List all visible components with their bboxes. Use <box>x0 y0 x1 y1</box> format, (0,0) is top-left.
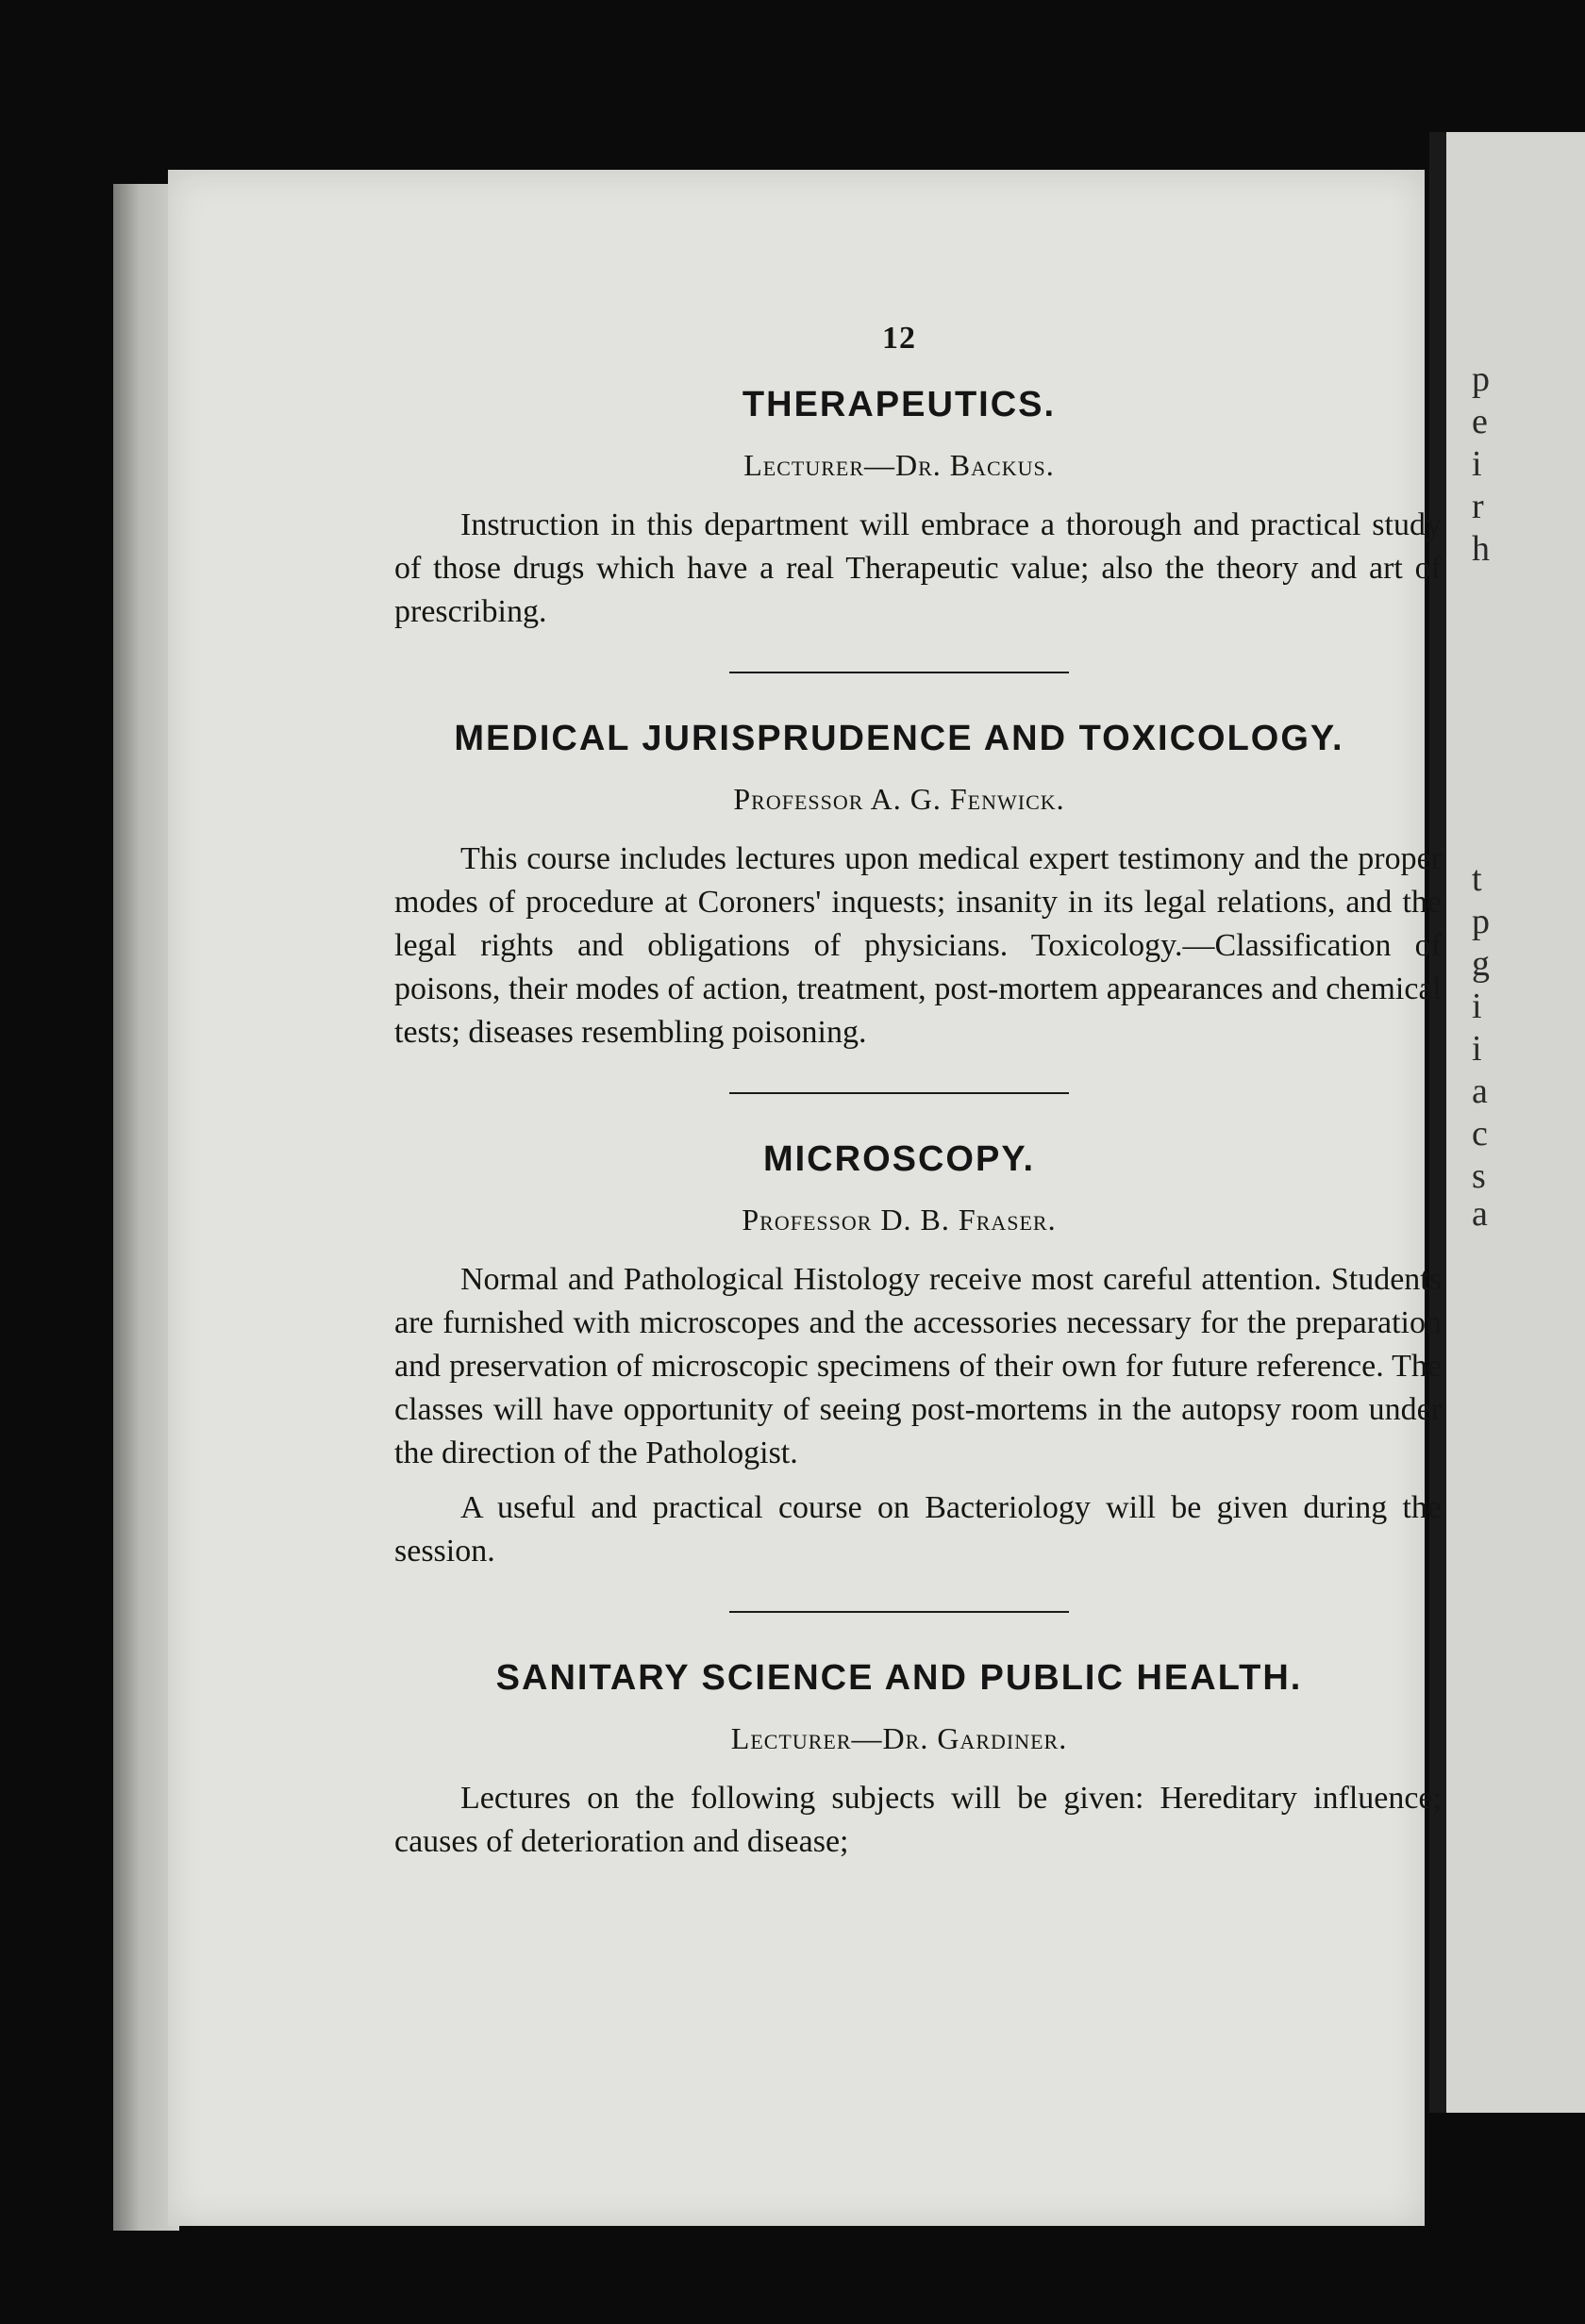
section-divider <box>729 1611 1069 1613</box>
facing-page-text <box>1462 0 1585 2324</box>
section-therapeutics <box>347 385 1451 634</box>
section-paragraph: Instruction in this department will embrace a thorough and practical study of those drugs which have a real Therapeutic value; also the theory and art of prescribing. <box>394 507 1442 629</box>
facing-fragment: c <box>1472 1114 1488 1154</box>
section-divider <box>729 1092 1069 1094</box>
facing-fragment: i <box>1472 444 1482 484</box>
section-divider <box>729 672 1069 673</box>
facing-fragment: p <box>1472 359 1490 399</box>
facing-fragment: r <box>1472 487 1484 526</box>
section-heading: MEDICAL JURISPRUDENCE AND TOXICOLOGY. <box>454 719 1344 758</box>
page-number: 12 <box>882 321 916 356</box>
section-sanitary-science <box>347 1658 1451 1864</box>
facing-fragment: s <box>1472 1156 1486 1196</box>
document-page <box>168 170 1442 2226</box>
facing-fragment: a <box>1472 1194 1488 1234</box>
section-heading: MICROSCOPY. <box>762 1139 1036 1179</box>
section-byline: Professor D. B. Fraser. <box>742 1203 1057 1237</box>
section-heading: THERAPEUTICS. <box>742 385 1057 424</box>
section-heading: SANITARY SCIENCE AND PUBLIC HEALTH. <box>495 1658 1303 1698</box>
facing-fragment: a <box>1472 1071 1488 1111</box>
section-paragraph: This course includes lectures upon medical expert testimony and the proper modes of procedure at Coroners' inquests; insanity in its legal relations, and the legal rights and obligations of physicians. Toxicology.—Classification of poisons, their modes of action, treatment, post-mortem appearances and chemical tests; diseases resembling poisoning. <box>394 841 1442 1050</box>
facing-fragment: g <box>1472 944 1490 984</box>
page-content <box>347 321 1451 1875</box>
section-byline: Professor A. G. Fenwick. <box>733 782 1065 816</box>
section-paragraph: Normal and Pathological Histology receive most careful attention. Students are furnished with microscopes and the accessories necessary for the preparation and preservation of microscopic specimens of their own for future reference. The classes will have opportunity of seeing post-mortems in the autopsy room under the direction of the Pathologist. <box>394 1262 1442 1470</box>
facing-fragment: i <box>1472 1029 1482 1069</box>
section-paragraph: Lectures on the following subjects will be given: Hereditary influence; causes of deterioration and disease; <box>394 1781 1442 1859</box>
facing-fragment: i <box>1472 987 1482 1026</box>
section-medical-jurisprudence <box>347 719 1451 1054</box>
facing-fragment: h <box>1472 529 1490 569</box>
section-byline: Lecturer—Dr. Backus. <box>743 448 1055 482</box>
facing-fragment: p <box>1472 902 1490 941</box>
section-microscopy <box>347 1139 1451 1573</box>
section-byline: Lecturer—Dr. Gardiner. <box>730 1721 1068 1755</box>
section-paragraph: A useful and practical course on Bacteriology will be given during the session. <box>394 1490 1442 1569</box>
facing-fragment: t <box>1472 859 1482 899</box>
facing-fragment: e <box>1472 402 1488 441</box>
